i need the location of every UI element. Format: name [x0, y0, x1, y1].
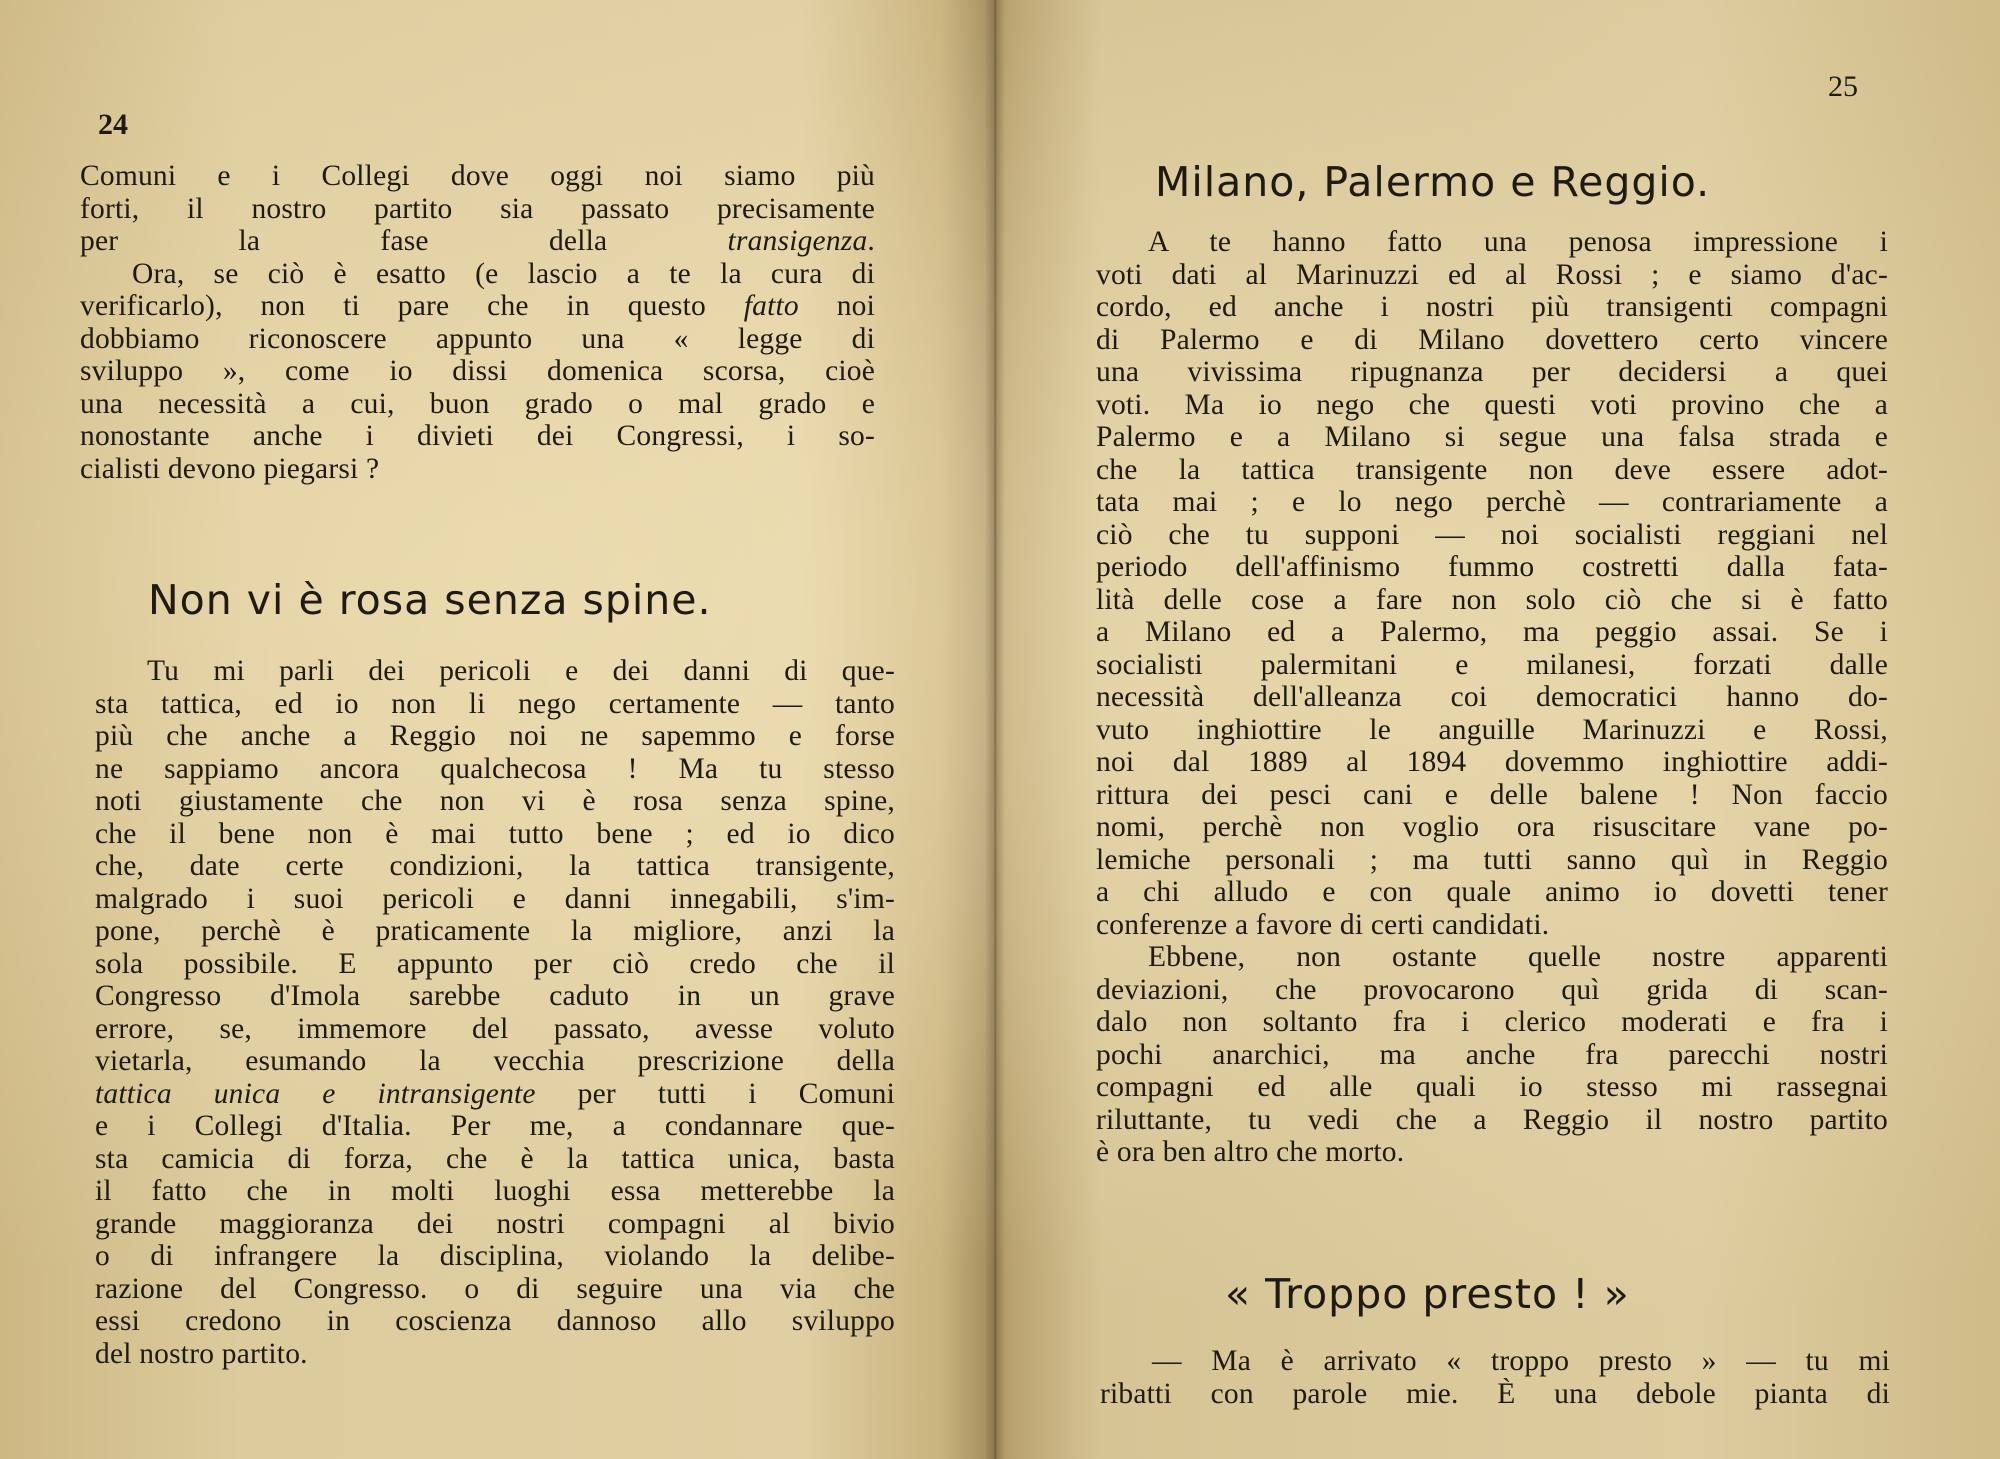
text-segment: verificarlo), non ti pare che in questo [80, 290, 744, 322]
text-line: essi credono in coscienza dannoso allo sviluppo [95, 1305, 895, 1337]
text-line: vuto inghiottire le anguille Marinuzzi e Rossi, [1096, 713, 1888, 746]
text-line: ribatti con parole mie. È una debole pianta di [1100, 1377, 1890, 1410]
page-number: 24 [98, 108, 128, 141]
text-line: A te hanno fatto una penosa impressione i [1148, 226, 1888, 258]
section-title: Non vi è rosa senza spine. [148, 576, 712, 624]
text-line: una vivissima ripugnanza per decidersi a quei [1096, 356, 1888, 388]
text-line: sta camicia di forza, che è la tattica unica, basta [95, 1142, 895, 1175]
right-page [1005, 0, 2000, 1459]
text-line: Tu mi parli dei pericoli e dei danni di que- [147, 655, 895, 687]
text-line: cordo, ed anche i nostri più transigenti compagni [1096, 291, 1888, 323]
text-line: di Palermo e di Milano dovettero certo vincere [1096, 323, 1888, 356]
text-line: lemiche personali ; ma tutti sanno quì in Reggio [1096, 843, 1888, 876]
text-line: nomi, perchè non voglio ora risuscitare vane po- [1096, 811, 1888, 843]
text-line: deviazioni, che provocarono quì grida di scan- [1096, 973, 1888, 1006]
page-number: 25 [1828, 70, 1858, 103]
text-line: del nostro partito. [95, 1337, 308, 1370]
text-line: sviluppo », come io dissi domenica scorsa, cioè [80, 355, 875, 387]
text-line: vietarla, esumando la vecchia prescrizione della [95, 1045, 895, 1077]
text-line: Comuni e i Collegi dove oggi noi siamo più [80, 160, 875, 192]
text-segment: . [867, 225, 875, 257]
text-line [80, 225, 875, 258]
text-line: pochi anarchici, ma anche fra parecchi nostri [1096, 1038, 1888, 1071]
text-segment: per tutti i Comuni [535, 1077, 895, 1110]
text-line: forti, il nostro partito sia passato precisamente [80, 192, 875, 225]
text-line: tata mai ; e lo nego perchè — contrariamente a [1096, 486, 1888, 518]
text-line: voti dati al Marinuzzi ed al Rossi ; e siamo d'ac- [1096, 258, 1888, 291]
text-line: che la tattica transigente non deve essere adot- [1096, 453, 1888, 486]
text-line: dalo non soltanto fra i clerico moderati e fra i [1096, 1006, 1888, 1038]
text-line: compagni ed alle quali io stesso mi rassegnai [1096, 1071, 1888, 1103]
text-line: Congresso d'Imola sarebbe caduto in un grave [95, 980, 895, 1012]
text-line: ne sappiamo ancora qualchecosa ! Ma tu stesso [95, 752, 895, 785]
text-line: Ebbene, non ostante quelle nostre apparenti [1148, 941, 1888, 973]
italic-text: tattica unica e intransigente [95, 1077, 536, 1110]
text-line: a Milano ed a Palermo, ma peggio assai. Se i [1096, 616, 1888, 648]
text-line: razione del Congresso. o di seguire una via che [95, 1272, 895, 1305]
text-line [80, 290, 875, 323]
text-segment: noi [798, 290, 875, 322]
text-line: che, date certe condizioni, la tattica transigente, [95, 850, 895, 882]
text-line: più che anche a Reggio noi ne sapemmo e forse [95, 720, 895, 752]
text-line: ciò che tu supponi — noi socialisti reggiani nel [1096, 518, 1888, 551]
section-title: « Troppo presto ! » [1225, 1270, 1630, 1318]
text-line: o di infrangere la disciplina, violando la delibe- [95, 1240, 895, 1272]
text-line: errore, se, immemore del passato, avesse voluto [95, 1012, 895, 1045]
text-line: pone, perchè è praticamente la migliore, anzi la [95, 915, 895, 947]
paragraph [1100, 1345, 1890, 1410]
italic-text: transigenza [727, 225, 868, 257]
paragraph [80, 160, 875, 485]
paragraph [1096, 226, 1888, 1169]
text-line: noi dal 1889 al 1894 dovemmo inghiottire addi- [1096, 746, 1888, 778]
left-page [0, 0, 985, 1459]
paragraph [95, 655, 895, 1370]
text-line [95, 1078, 895, 1111]
text-line: Palermo e a Milano si segue una falsa strada e [1096, 421, 1888, 453]
text-line: riluttante, tu vedi che a Reggio il nostro partito [1096, 1103, 1888, 1136]
text-line: conferenze a favore di certi candidati. [1096, 908, 1550, 941]
section-title: Milano, Palermo e Reggio. [1155, 158, 1711, 206]
text-line: malgrado i suoi pericoli e danni innegabili, s'im- [95, 882, 895, 915]
text-line: dobbiamo riconoscere appunto una « legge di [80, 322, 875, 355]
text-line: che il bene non è mai tutto bene ; ed io dico [95, 817, 895, 850]
text-line: voti. Ma io nego che questi voti provino che a [1096, 388, 1888, 421]
text-line: a chi alludo e con quale animo io dovetti tener [1096, 876, 1888, 908]
text-line: sola possibile. E appunto per ciò credo che il [95, 947, 895, 980]
text-line: sta tattica, ed io non li nego certamente — tanto [95, 687, 895, 720]
text-line: il fatto che in molti luoghi essa metterebbe la [95, 1175, 895, 1207]
italic-text: fatto [743, 290, 799, 322]
text-line: necessità dell'alleanza coi democratici hanno do- [1096, 681, 1888, 713]
text-line: grande maggioranza dei nostri compagni al bivio [95, 1207, 895, 1240]
text-line: cialisti devono piegarsi ? [80, 452, 380, 485]
text-line: noti giustamente che non vi è rosa senza spine, [95, 785, 895, 817]
text-line: periodo dell'affinismo fummo costretti dalla fata- [1096, 551, 1888, 583]
text-line: — Ma è arrivato « troppo presto » — tu mi [1152, 1345, 1890, 1377]
text-line: nonostante anche i divieti dei Congressi, i so- [80, 420, 875, 452]
text-line: Ora, se ciò è esatto (e lascio a te la cura di [132, 257, 875, 290]
text-line: è ora ben altro che morto. [1096, 1136, 1405, 1168]
text-segment: per la fase della [80, 225, 728, 257]
text-line: socialisti palermitani e milanesi, forzati dalle [1096, 648, 1888, 681]
text-line: e i Collegi d'Italia. Per me, a condannare que- [95, 1110, 895, 1142]
text-line: una necessità a cui, buon grado o mal grado e [80, 387, 875, 420]
book-fold [985, 0, 1005, 1459]
text-line: lità delle cose a fare non solo ciò che si è fatto [1096, 583, 1888, 616]
text-line: rittura dei pesci cani e delle balene ! Non faccio [1096, 778, 1888, 811]
